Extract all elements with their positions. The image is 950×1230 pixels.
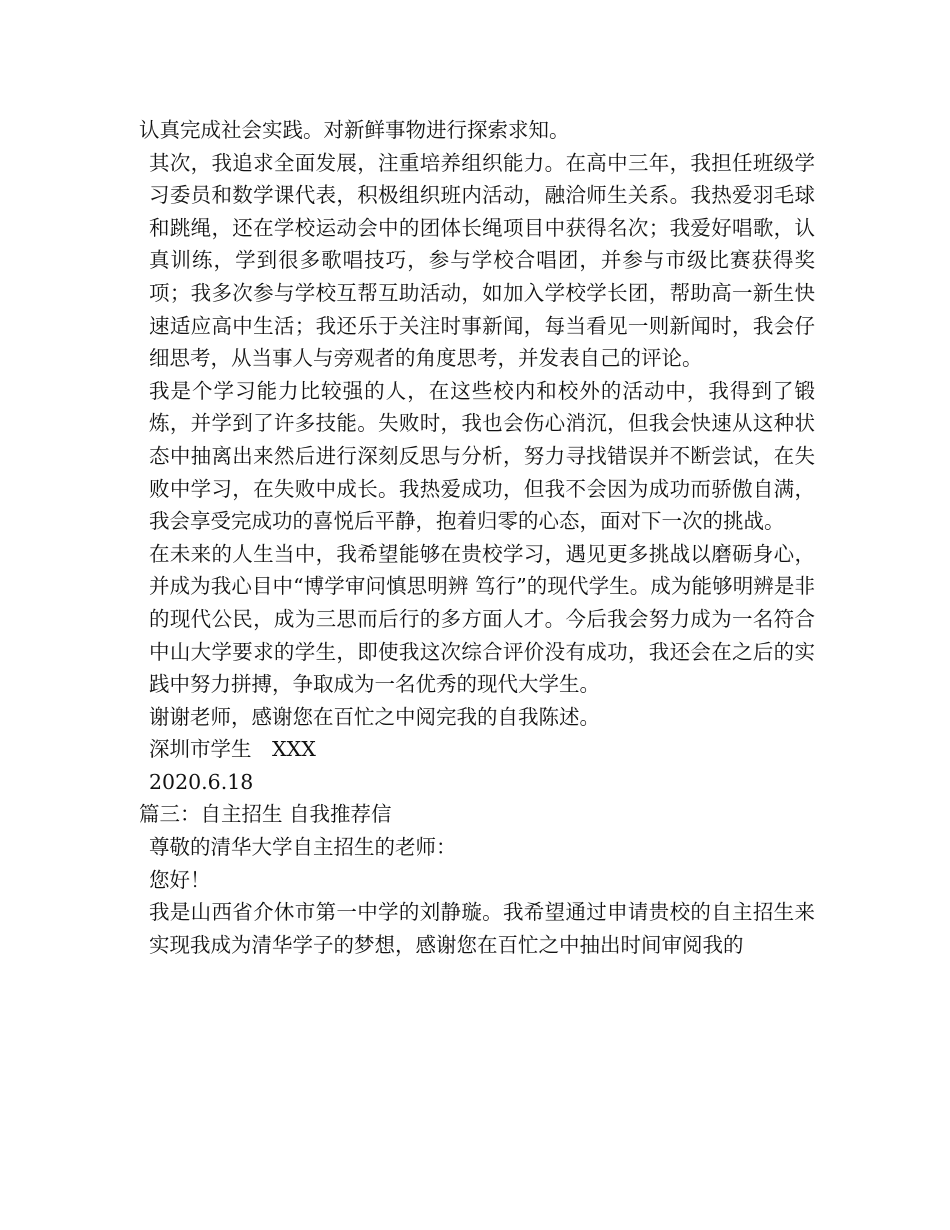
paragraph-4: 在未来的人生当中，我希望能够在贵校学习，遇见更多挑战以磨砺身心，并成为我心目中“博学审问慎思明辨 笃行”的现代学生。成为能够明辨是非的现代公民，成为三思而后行的多方面人才。今后我会努力成为一名符合中山大学要求的学生，即使我这次综合评价没有成功，我还会在之后的实践中努力拼搏，争取成为一名优秀的现代大学生。	[149, 541, 815, 697]
greeting: 您好！	[149, 867, 211, 892]
document-page	[139, 114, 815, 961]
salutation: 尊敬的清华大学自主招生的老师：	[149, 835, 457, 860]
paragraph-2: 其次，我追求全面发展，注重培养组织能力。在高中三年，我担任班级学习委员和数学课代表，积极组织班内活动，融洽师生关系。我热爱羽毛球和跳绳，还在学校运动会中的团体长绳项目中获得名次；我爱好唱歌，认真训练，学到很多歌唱技巧，参与学校合唱团，并参与市级比赛获得奖项；我多次参与学校互帮互助活动，如加入学校学长团，帮助高一新生快速适应高中生活；我还乐于关注时事新闻，每当看见一则新闻时，我会仔细思考，从当事人与旁观者的角度思考，并发表自己的评论。	[149, 150, 815, 371]
paragraph-3: 我是个学习能力比较强的人，在这些校内和校外的活动中，我得到了锻炼，并学到了许多技能。失败时，我也会伤心消沉，但我会快速从这种状态中抽离出来然后进行深刻反思与分析，努力寻找错误并不断尝试，在失败中学习，在失败中成长。我热爱成功，但我不会因为成功而骄傲自满，我会享受完成功的喜悦后平静，抱着归零的心态，面对下一次的挑战。	[149, 378, 815, 534]
signature: 深圳市学生 XXX	[149, 737, 316, 762]
date: 2020.6.18	[149, 769, 254, 794]
paragraph-1: 认真完成社会实践。对新鲜事物进行探索求知。	[139, 118, 570, 142]
section-heading: 篇三：自主招生 自我推荐信	[139, 802, 392, 827]
closing-thanks: 谢谢老师，感谢您在百忙之中阅完我的自我陈述。	[149, 704, 600, 729]
paragraph-intro: 我是山西省介休市第一中学的刘静璇。我希望通过申请贵校的自主招生来实现我成为清华学子的梦想，感谢您在百忙之中抽出时间审阅我的	[149, 900, 815, 957]
